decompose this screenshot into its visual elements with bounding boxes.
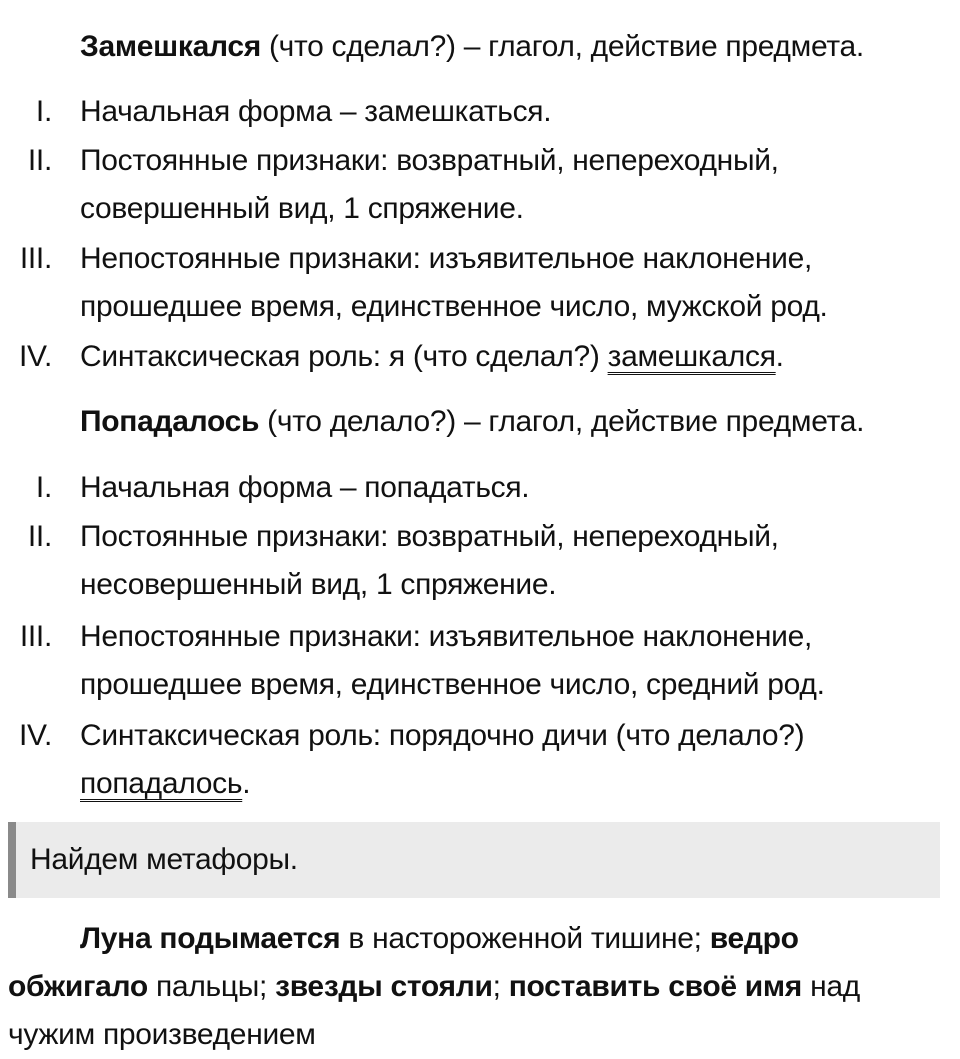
block1-item-2-number: II. <box>27 144 52 177</box>
block2-heading <box>80 398 864 446</box>
metaphor-2: ведро обжигало <box>8 922 799 1003</box>
block1-item-4-prefix: Синтаксическая роль: я (что сделал?) <box>80 340 608 373</box>
metaphor-2-context: пальцы; <box>147 970 276 1003</box>
metaphor-4-context: над чужим произведением <box>8 970 860 1051</box>
block2-item-4-number: IV. <box>18 719 52 752</box>
metaphor-3: звезды стояли <box>275 970 493 1003</box>
block2-item-3-text: Непостоянные признаки: изъявительное наклонение, прошедшее время, единственное число, средний род. <box>80 620 825 701</box>
block2-item-4-predicate: попадалось <box>80 767 243 800</box>
block2-item-4-text <box>80 712 950 808</box>
block2-item-1-number: I. <box>35 471 52 504</box>
section-banner-text: Найдем метафоры. <box>30 843 298 876</box>
block2-item-4-suffix: . <box>242 767 251 800</box>
metaphor-3-context: ; <box>492 970 509 1003</box>
block1-item-3-number: III. <box>19 242 52 275</box>
block2-item-2-text: Постоянные признаки: возвратный, непереходный, несовершенный вид, 1 спряжение. <box>80 520 779 601</box>
metaphor-1: Луна подымается <box>80 922 341 955</box>
block2-item-1-text: Начальная форма – попадаться. <box>80 471 530 504</box>
block2-word: Попадалось <box>80 405 260 438</box>
block1-heading <box>80 23 864 71</box>
block1-item-4-predicate: замешкался <box>607 340 776 373</box>
block1-item-4-suffix: . <box>775 340 784 373</box>
metaphors-paragraph <box>8 915 943 1059</box>
section-banner <box>8 822 940 898</box>
block1-item-2-text: Постоянные признаки: возвратный, непереходный, совершенный вид, 1 спряжение. <box>80 144 779 225</box>
block1-item-1-text: Начальная форма – замешкаться. <box>80 95 552 128</box>
block1-item-4-text <box>80 333 950 381</box>
block2-item-3-number: III. <box>19 620 52 653</box>
block2-item-4-prefix: Синтаксическая роль: порядочно дичи (что делало?) <box>80 719 805 752</box>
block1-item-1-number: I. <box>35 95 52 128</box>
block1-item-4-number: IV. <box>18 340 52 373</box>
block1-heading-rest: (что сделал?) – глагол, действие предмета. <box>260 30 864 63</box>
block1-word: Замешкался <box>80 30 261 63</box>
metaphor-1-context: в настороженной тишине; <box>340 922 710 955</box>
block2-heading-rest: (что делало?) – глагол, действие предмета. <box>259 405 865 438</box>
block2-item-2-number: II. <box>27 520 52 553</box>
block1-item-3-text: Непостоянные признаки: изъявительное наклонение, прошедшее время, единственное число, мужской род. <box>80 242 828 323</box>
metaphor-4: поставить своё имя <box>508 970 803 1003</box>
